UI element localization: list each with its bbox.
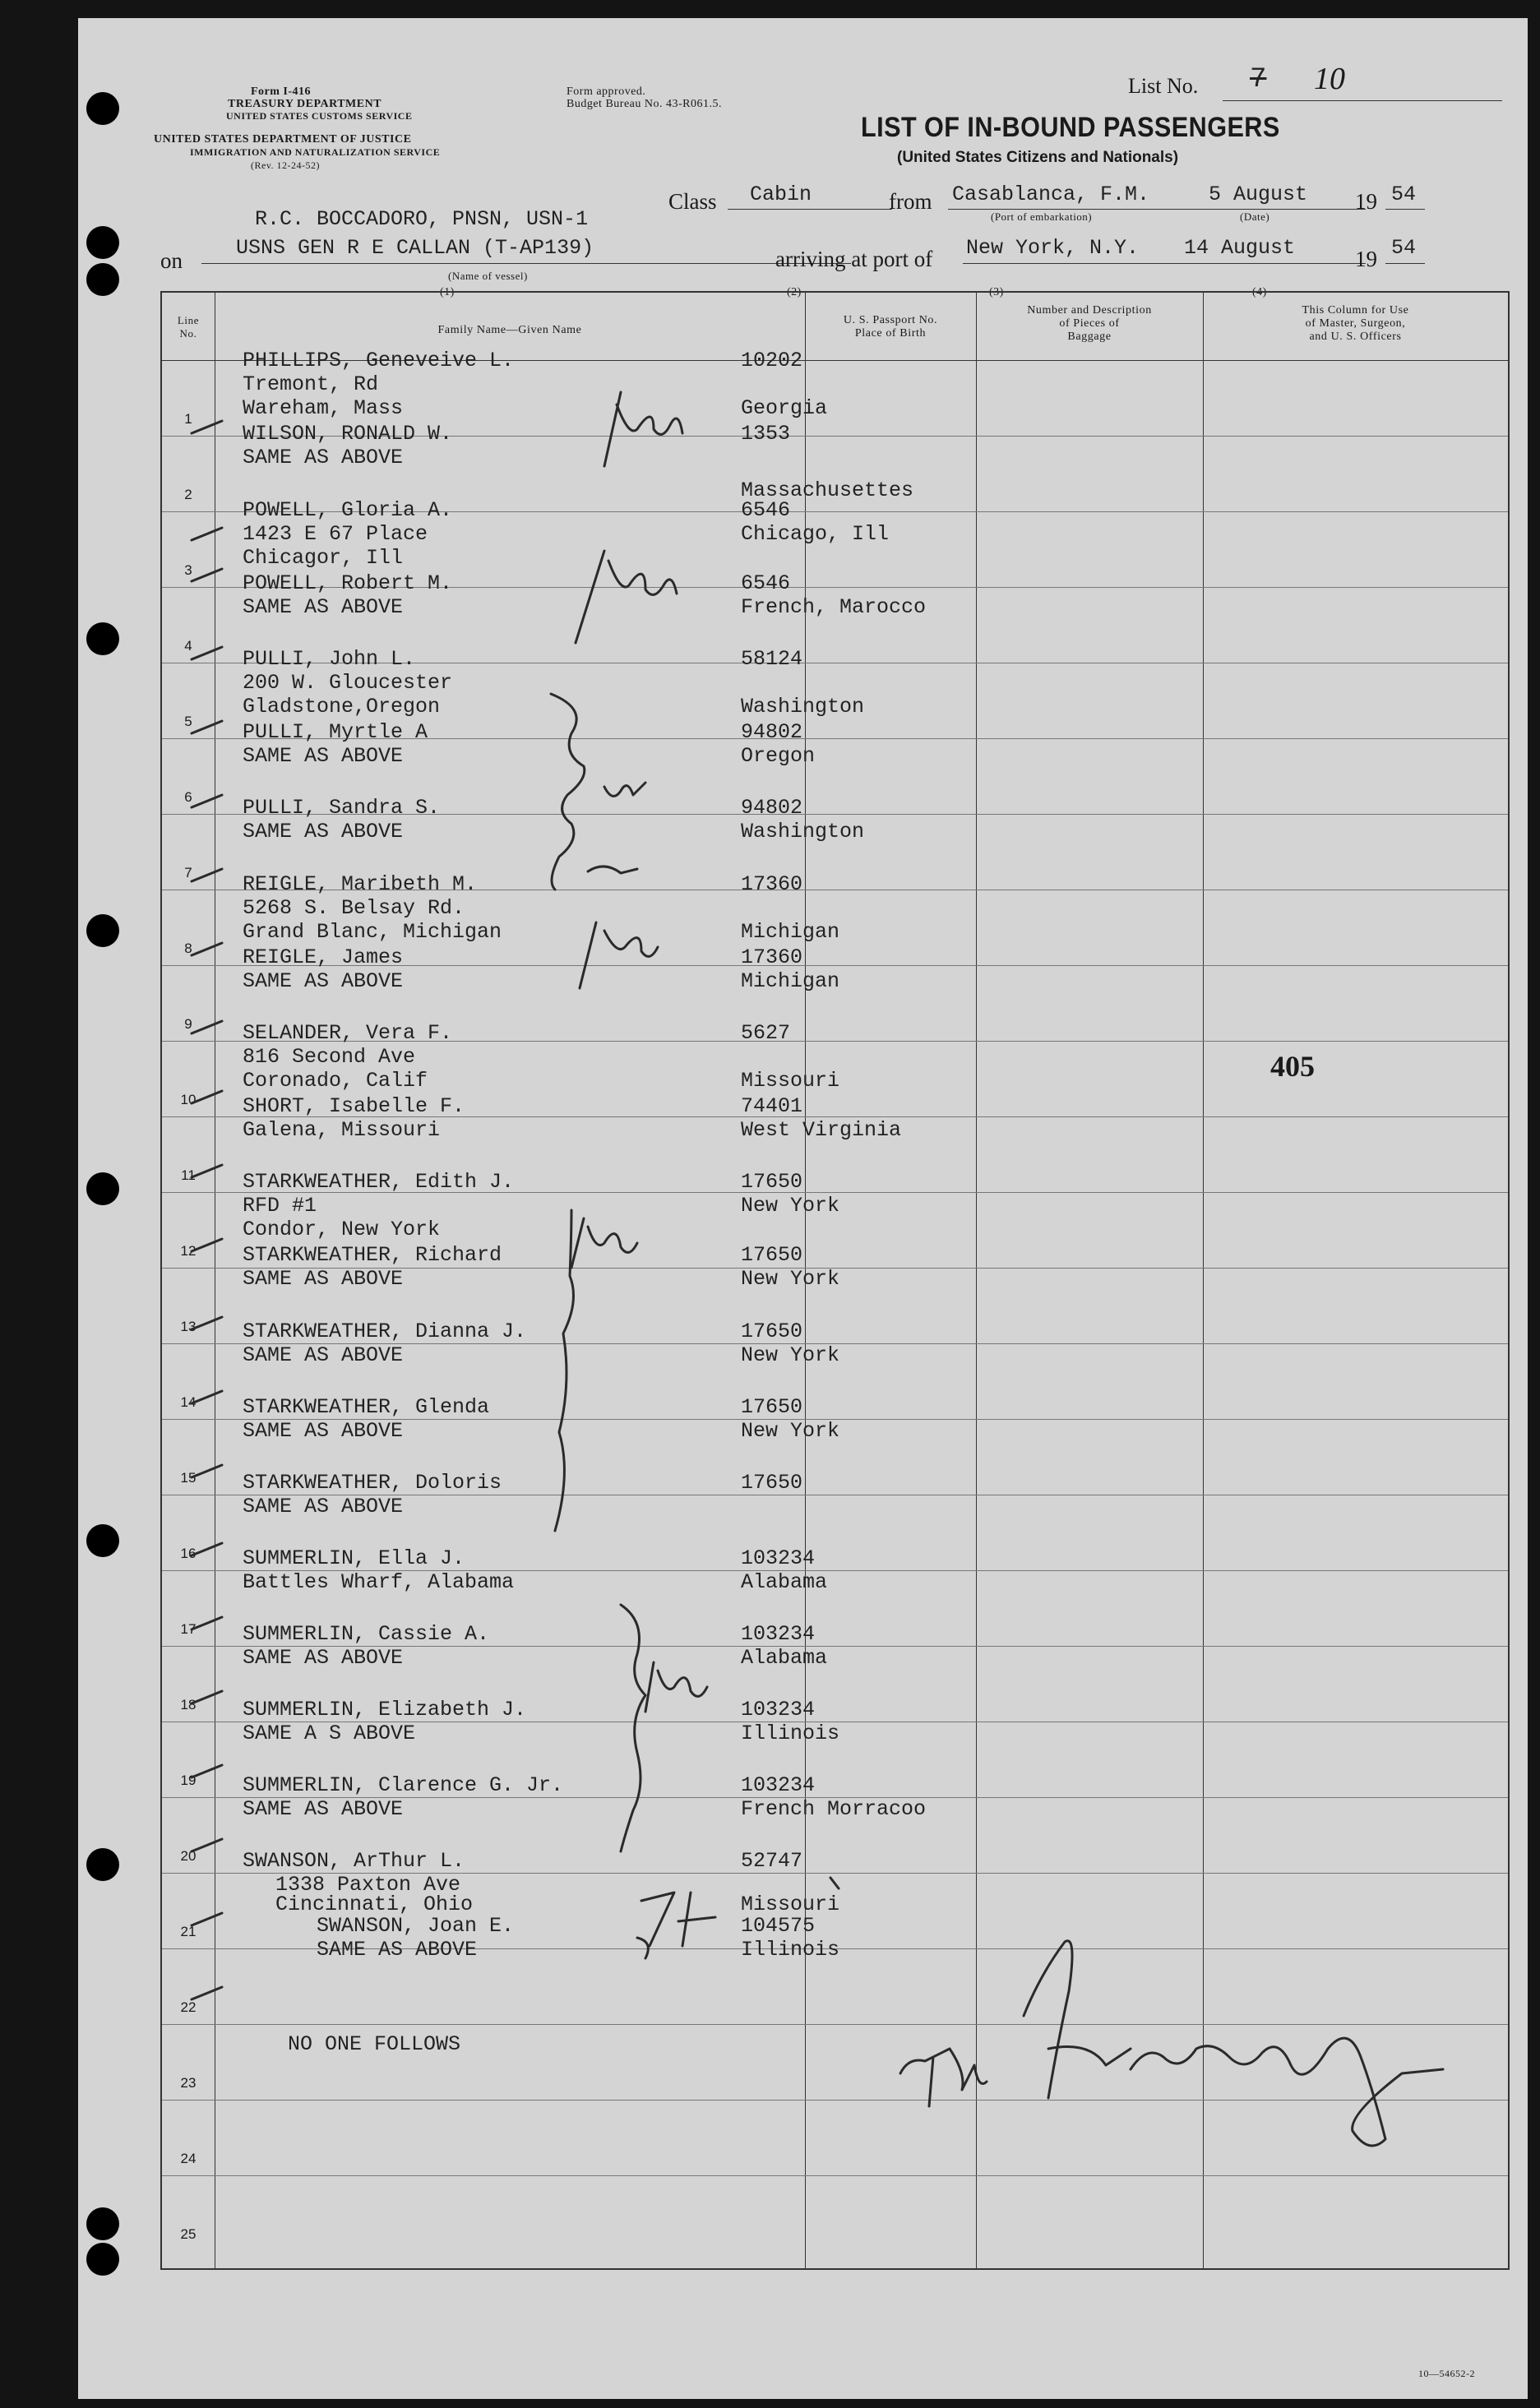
passenger-entry-line: SWANSON, ArThur L. — [243, 1849, 465, 1873]
passenger-entry-line: REIGLE, Maribeth M. — [243, 872, 478, 896]
passenger-entry-line: 1423 E 67 Place — [243, 522, 428, 546]
passenger-entry-line: SAME AS ABOVE — [243, 1419, 404, 1443]
arriving-label: arriving at port of — [775, 247, 933, 271]
line-number: 6 — [184, 789, 192, 805]
passenger-entry-line: SAME AS ABOVE — [243, 744, 404, 768]
passenger-entry-line: NO ONE FOLLOWS — [288, 2032, 461, 2056]
passport-entry-line: Georgia — [741, 396, 828, 420]
passenger-entry-line: PULLI, Myrtle A — [243, 720, 428, 744]
passenger-entry-line: 816 Second Ave — [243, 1045, 416, 1069]
embark-port-value: Casablanca, F.M. — [952, 183, 1150, 206]
passenger-entry-line: REIGLE, James — [243, 945, 404, 969]
passenger-entry-line: SELANDER, Vera F. — [243, 1021, 453, 1045]
passport-entry-line: Chicago, Ill — [741, 522, 890, 546]
passenger-entry-line: SAME AS ABOVE — [243, 595, 404, 619]
passenger-entry-line: SWANSON, Joan E. — [317, 1914, 515, 1938]
passport-entry-line: New York — [741, 1194, 840, 1218]
passenger-entry-line: SAME A S ABOVE — [243, 1722, 416, 1745]
passenger-entry-line: SUMMERLIN, Elizabeth J. — [243, 1698, 527, 1722]
line-number: 2 — [184, 487, 192, 502]
form-approved: Form approved. — [567, 86, 646, 98]
line-number: 9 — [184, 1016, 192, 1032]
passenger-entry-line: SUMMERLIN, Ella J. — [243, 1546, 465, 1570]
passenger-entry-line: SAME AS ABOVE — [243, 820, 404, 843]
line-number: 21 — [180, 1924, 197, 1939]
passenger-entry-line: SAME AS ABOVE — [317, 1938, 478, 1962]
passenger-entry-line: STARKWEATHER, Dianna J. — [243, 1320, 527, 1343]
passport-entry-line: Massachusettes — [741, 478, 914, 502]
line-number: 17 — [180, 1621, 197, 1637]
passport-entry-line: 17360 — [741, 945, 803, 969]
passport-entry-line: 103234 — [741, 1546, 816, 1570]
passenger-entry-line: Gladstone,Oregon — [243, 695, 441, 719]
passenger-entry-line: SAME AS ABOVE — [243, 969, 404, 993]
header-passport: U. S. Passport No. Place of Birth — [843, 314, 938, 340]
passport-entry-line: French Morracoo — [741, 1797, 927, 1821]
list-number-struck: 7 — [1250, 64, 1267, 95]
arrival-year-value: 54 — [1391, 236, 1417, 260]
list-title: LIST OF IN-BOUND PASSENGERS — [861, 112, 1280, 143]
passenger-entry-line: Condor, New York — [243, 1218, 441, 1241]
passenger-entry-line: Grand Blanc, Michigan — [243, 920, 502, 944]
customs-service: UNITED STATES CUSTOMS SERVICE — [226, 110, 413, 122]
passenger-entry-line: SUMMERLIN, Cassie A. — [243, 1622, 490, 1646]
passenger-entry-line: Cincinnati, Ohio — [275, 1893, 474, 1916]
vessel-name: USNS GEN R E CALLAN (T-AP139) — [236, 236, 594, 260]
class-value: Cabin — [750, 183, 812, 206]
manifest-sheet — [78, 18, 1528, 2399]
arrival-date-value: 14 August — [1184, 236, 1296, 260]
header-officers: This Column for Use of Master, Surgeon, and U. S. Officers — [1302, 304, 1409, 343]
passport-entry-line: 10202 — [741, 349, 803, 372]
passport-entry-line: New York — [741, 1343, 840, 1367]
line-number: 8 — [184, 941, 192, 956]
passenger-entry-line: SHORT, Isabelle F. — [243, 1094, 465, 1118]
footer-code: 10—54652-2 — [1418, 2368, 1475, 2379]
passport-entry-line: 6546 — [741, 571, 791, 595]
passport-entry-line: 17650 — [741, 1395, 803, 1419]
line-number: 7 — [184, 865, 192, 880]
arrival-port-value: New York, N.Y. — [966, 236, 1140, 260]
passport-entry-line: Washington — [741, 820, 865, 843]
passport-entry-line: 6546 — [741, 498, 791, 522]
passport-entry-line: Michigan — [741, 920, 840, 944]
passenger-entry-line: SAME AS ABOVE — [243, 1646, 404, 1670]
budget-bureau: Budget Bureau No. 43-R061.5. — [567, 98, 722, 110]
passport-entry-line: Alabama — [741, 1646, 828, 1670]
treasury-dept: TREASURY DEPARTMENT — [228, 98, 382, 110]
line-number: 22 — [180, 1999, 197, 2015]
passport-entry-line: 17650 — [741, 1243, 803, 1267]
date-caption: (Date) — [1240, 210, 1270, 223]
passport-entry-line: New York — [741, 1419, 840, 1443]
passenger-entry-line: Wareham, Mass — [243, 396, 404, 420]
passport-entry-line: Illinois — [741, 1938, 840, 1962]
line-number: 19 — [180, 1772, 197, 1788]
header-baggage: Number and Description of Pieces of Baggage — [1027, 304, 1152, 343]
line-number: 23 — [180, 2075, 197, 2091]
class-label: Class — [668, 189, 717, 214]
col-number-4: (4) — [1252, 286, 1267, 298]
passenger-entry-line: POWELL, Gloria A. — [243, 498, 453, 522]
on-label: on — [160, 248, 183, 273]
passenger-entry-line: SUMMERLIN, Clarence G. Jr. — [243, 1773, 564, 1797]
passport-entry-line: Missouri — [741, 1069, 840, 1093]
line-number: 20 — [180, 1848, 197, 1864]
list-number-value: 10 — [1314, 62, 1345, 96]
passport-entry-line: 52747 — [741, 1849, 803, 1873]
line-number: 15 — [180, 1470, 197, 1486]
passenger-entry-line: STARKWEATHER, Doloris — [243, 1471, 502, 1495]
passport-entry-line: 74401 — [741, 1094, 803, 1118]
passenger-entry-line: SAME AS ABOVE — [243, 1797, 404, 1821]
passenger-entry-line: 200 W. Gloucester — [243, 671, 453, 695]
passenger-entry-line: 5268 S. Belsay Rd. — [243, 896, 465, 920]
passport-entry-line: 103234 — [741, 1773, 816, 1797]
passenger-entry-line: Chicagor, Ill — [243, 546, 404, 570]
vessel-caption: (Name of vessel) — [448, 270, 528, 282]
year-prefix: 19 — [1355, 189, 1377, 214]
passenger-entry-line: WILSON, RONALD W. — [243, 422, 453, 446]
passenger-entry-line: STARKWEATHER, Edith J. — [243, 1170, 515, 1194]
line-number: 1 — [184, 411, 192, 427]
year-value: 54 — [1391, 183, 1417, 206]
line-number: 18 — [180, 1697, 197, 1712]
passenger-entry-line: SAME AS ABOVE — [243, 1495, 404, 1518]
form-number: Form I-416 — [251, 86, 312, 98]
line-number: 13 — [180, 1319, 197, 1334]
passport-entry-line: 103234 — [741, 1698, 816, 1722]
passenger-entry-line: PHILLIPS, Geneveive L. — [243, 349, 515, 372]
passport-entry-line: 5627 — [741, 1021, 791, 1045]
passport-entry-line: Michigan — [741, 969, 840, 993]
passenger-entry-line: SAME AS ABOVE — [243, 1343, 404, 1367]
passenger-entry-line: SAME AS ABOVE — [243, 1267, 404, 1291]
line-number: 25 — [180, 2226, 197, 2242]
list-subtitle: (United States Citizens and Nationals) — [897, 149, 1179, 166]
line-number: 5 — [184, 714, 192, 729]
header-name: Family Name—Given Name — [437, 324, 582, 336]
arrival-year-prefix: 19 — [1355, 247, 1377, 271]
col-number-3: (3) — [989, 286, 1004, 298]
passport-entry-line: West Virginia — [741, 1118, 902, 1142]
passport-entry-line: 17650 — [741, 1320, 803, 1343]
embark-date-value: 5 August — [1209, 183, 1308, 206]
passenger-entry-line: PULLI, Sandra S. — [243, 796, 441, 820]
from-label: from — [889, 189, 932, 214]
list-number-label: List No. — [1128, 74, 1199, 98]
passenger-entry-line: RFD #1 — [243, 1194, 317, 1218]
passport-entry-line: New York — [741, 1267, 840, 1291]
passenger-entry-line: POWELL, Robert M. — [243, 571, 453, 595]
passenger-entry-line: Coronado, Calif — [243, 1069, 428, 1093]
passport-entry-line: 17650 — [741, 1170, 803, 1194]
form-revision: (Rev. 12-24-52) — [251, 159, 321, 171]
passport-entry-line: 103234 — [741, 1622, 816, 1646]
ins-service: IMMIGRATION AND NATURALIZATION SERVICE — [190, 146, 441, 158]
line-number: 3 — [184, 562, 192, 578]
passenger-entry-line: 1338 Paxton Ave — [275, 1873, 461, 1897]
passport-entry-line: Washington — [741, 695, 865, 719]
port-embark-caption: (Port of embarkation) — [991, 210, 1093, 223]
officer-stamp: 405 — [1270, 1050, 1315, 1083]
passport-entry-line: Illinois — [741, 1722, 840, 1745]
col-number-1: (1) — [440, 286, 455, 298]
passport-entry-line: 58124 — [741, 647, 803, 671]
col-number-2: (2) — [787, 286, 802, 298]
passport-entry-line: French, Marocco — [741, 595, 927, 619]
line-number: 12 — [180, 1243, 197, 1259]
handwritten-initials — [78, 18, 1528, 2399]
passenger-entry-line: Galena, Missouri — [243, 1118, 441, 1142]
passport-entry-line: 94802 — [741, 720, 803, 744]
passport-entry-line: 104575 — [741, 1914, 816, 1938]
passport-entry-line: 94802 — [741, 796, 803, 820]
line-number: 16 — [180, 1546, 197, 1561]
passport-entry-line: Oregon — [741, 744, 816, 768]
line-number: 24 — [180, 2151, 197, 2166]
header-line-no: Line No. — [177, 314, 200, 340]
line-number: 4 — [184, 638, 192, 654]
passenger-entry-line: SAME AS ABOVE — [243, 446, 404, 469]
vessel-master: R.C. BOCCADORO, PNSN, USN-1 — [255, 207, 589, 231]
passport-entry-line: 1353 — [741, 422, 791, 446]
passport-entry-line: 17360 — [741, 872, 803, 896]
passport-entry-line: 17650 — [741, 1471, 803, 1495]
passenger-entry-line: STARKWEATHER, Richard — [243, 1243, 502, 1267]
passenger-entry-line: Tremont, Rd — [243, 372, 379, 396]
line-number: 14 — [180, 1394, 197, 1410]
passenger-entry-line: PULLI, John L. — [243, 647, 416, 671]
line-number: 10 — [180, 1092, 197, 1107]
line-number: 11 — [181, 1167, 196, 1183]
passport-entry-line: Alabama — [741, 1570, 828, 1594]
justice-dept: UNITED STATES DEPARTMENT OF JUSTICE — [154, 133, 412, 146]
passenger-entry-line: Battles Wharf, Alabama — [243, 1570, 515, 1594]
passport-entry-line: Missouri — [741, 1893, 840, 1916]
passenger-entry-line: STARKWEATHER, Glenda — [243, 1395, 490, 1419]
